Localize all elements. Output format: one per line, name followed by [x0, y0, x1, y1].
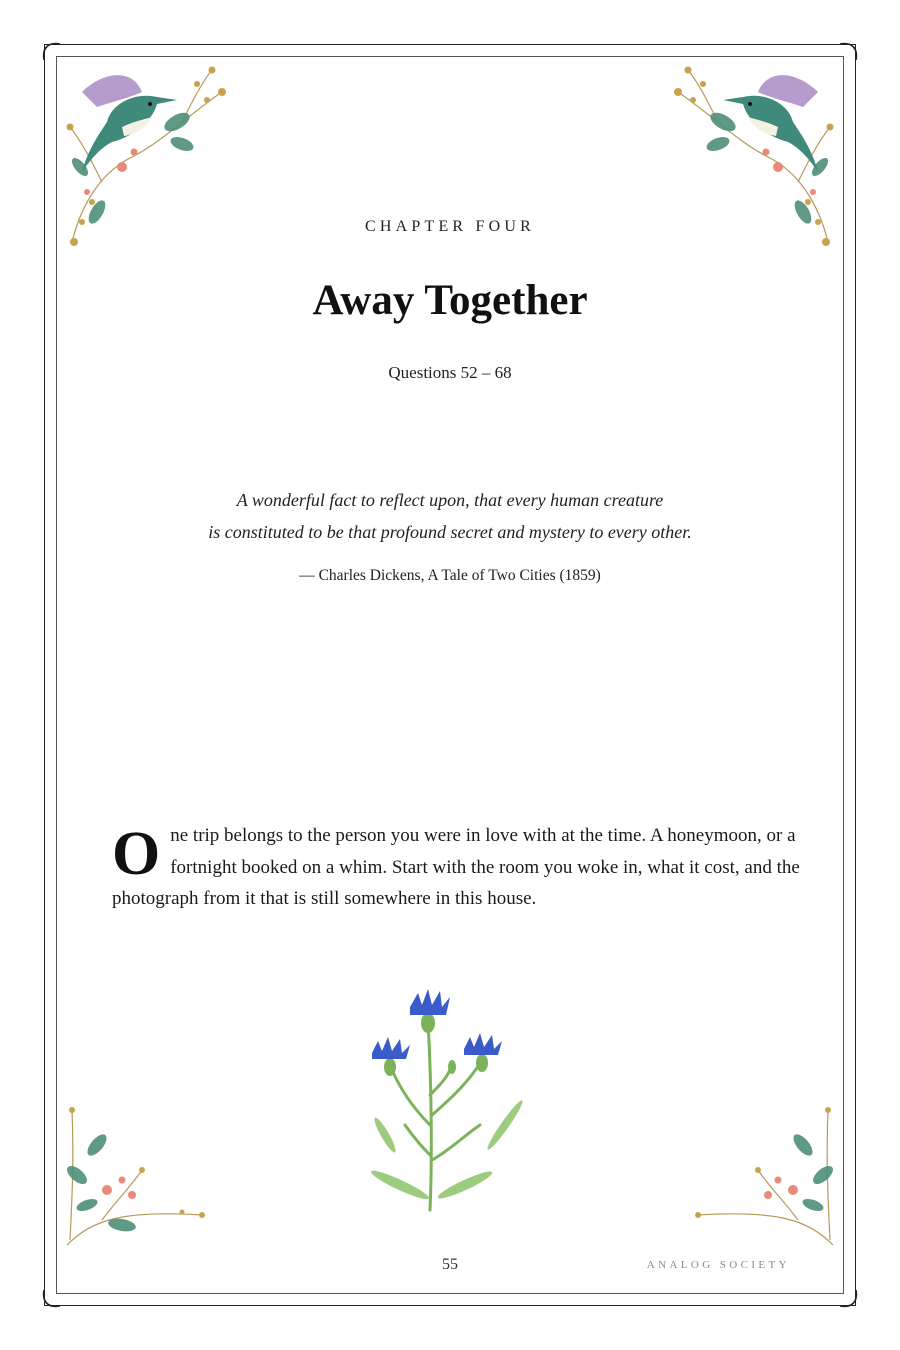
body-text: ne trip belongs to the person you were in love with at the time. A honeymoon, or a fortnight booked on a whim. Start with the room you woke in, what it cost, and the photograph from it that is still somewhere in this house.	[112, 825, 800, 909]
body-paragraph	[112, 820, 802, 915]
corner-curl-top-left	[38, 38, 62, 62]
corner-curl-bottom-right	[838, 1288, 862, 1312]
floral-sprig-bottom-right	[688, 1100, 838, 1250]
epigraph-quote	[0, 484, 900, 548]
chapter-label: CHAPTER FOUR	[365, 218, 535, 235]
corner-curl-bottom-left	[38, 1288, 62, 1312]
epigraph-line-1: A wonderful fact to reflect upon, that every human creature	[236, 490, 664, 510]
drop-cap: O	[112, 820, 161, 888]
floral-sprig-bottom-left	[62, 1100, 212, 1250]
epigraph-attribution: — Charles Dickens, A Tale of Two Cities (1859)	[299, 567, 601, 584]
question-range: Questions 52 – 68	[388, 363, 512, 382]
page-number: 55	[442, 1256, 458, 1273]
cornflower-illustration	[360, 985, 540, 1215]
corner-curl-top-right	[838, 38, 862, 62]
chapter-title: Away Together	[312, 277, 588, 324]
epigraph-line-2: is constituted to be that profound secret and mystery to every other.	[208, 522, 692, 542]
running-footer-title: ANALOG SOCIETY	[646, 1259, 790, 1271]
